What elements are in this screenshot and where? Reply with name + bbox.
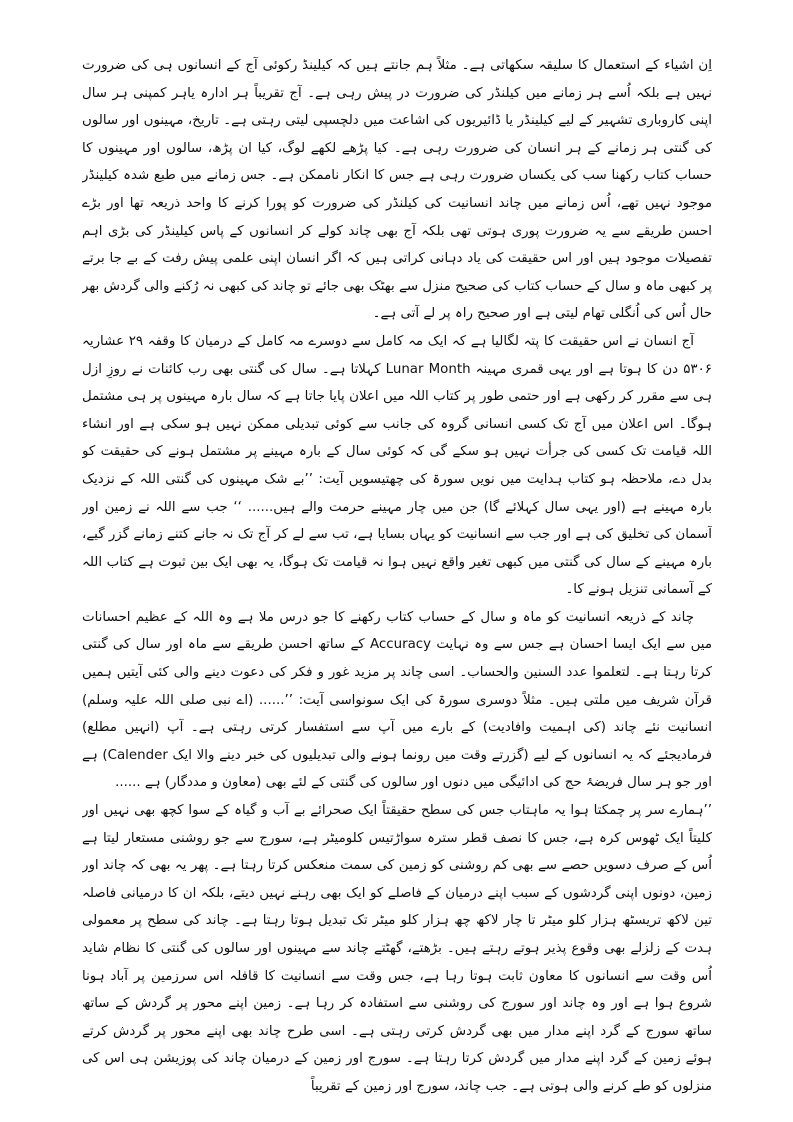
paragraph-moon-description: ’’ہمارے سر پر چمکتا ہوا یہ ماہتاب جس کی سطح حقیقتاً ایک صحرائے بے آب و گیاہ کے سوا کچھ بھی نہیں اور کلیتاً ایک ٹھوس کرہ ہے، جس کا نصف قطر سترہ سواڑتیس کلومیٹر ہے، سورج سے جو روشنی مستعار لیتا ہے اُس کے صرف دسویں حصے سے بھی کم روشنی کو زمین کی سمت منعکس کرتا رہتا ہے۔ پھر یہ بھی کہ چاند اور زمین، دونوں اپنی گردشوں کے سبب اپنے درمیان کے فاصلے کو ایک بھی رہنے نہیں دیتے، بلکہ ان کا درمیانی فاصلہ تین لاکھ تریسٹھ ہزار کلو میٹر تا چار لاکھ چھ ہزار کلو میٹر تک تبدیل ہوتا رہتا ہے۔ چاند کی سطح پر معمولی ہدت کے زلزلے بھی وقوع پذیر ہوتے رہتے ہیں۔ بڑھتے، گھٹتے چاند سے مہینوں اور سالوں کی گنتی کا نظام شاید اُس وقت سے انسانوں کا معاون ثابت ہوتا رہا ہے، جس وقت سے انسانیت کا قافلہ اس سرزمین پر آباد ہونا شروع ہوا ہے اور وہ چاند اور سورج کی روشنی سے استفادہ کر رہا ہے۔ زمین اپنے محور پر گردش کے ساتھ ساتھ سورج کے گرد اپنے مدار میں بھی گردش کرتی رہتی ہے۔ اسی طرح چاند بھی اپنے محور پر گردش کرتے ہوئے زمین کے گرد اپنے مدار میں گردش کرتا رہتا ہے۔ سورج اور زمین کے درمیان چاند کی پوزیشن ہی اس کی منزلوں کو طے کرنے والی ہوتی ہے۔ جب چاند، سورج اور زمین کے تقریباً [82,803,712,1094]
paragraph-lunar-month: آج انسان نے اس حقیقت کا پتہ لگالیا ہے کہ ایک مہ کامل سے دوسرے مہ کامل کے درمیان کا وقفہ ۲۹ عشاریہ ۵۳۰۶ دن کا ہوتا ہے اور یہی قمری مہینہ Lunar Month کہلاتا ہے۔ سال کی گنتی بھی رب کائنات نے روزِ ازل ہی سے مقرر کر رکھی ہے اور حتمی طور پر کتاب اللہ میں اعلان پایا جاتا ہے کہ سال بارہ مہینوں پر ہی مشتمل ہوگا۔ اس اعلان میں آج تک کسی انسانی گروہ کی جانب سے کوئی تبدیلی ممکن نہیں ہو سکی ہے اور انشاء اللہ قیامت تک کسی کی جرأت نہیں ہو سکے گی کہ کوئی سال کے بارہ مہینے پر مشتمل ہونے کی حقیقت کو بدل دے، ملاحظہ ہو کتاب ہدایت میں نویں سورۃ کی چھتیسویں آیت: ’’بے شک مہینوں کی گنتی اللہ کے نزدیک بارہ مہینے ہے (اور یہی سال کہلائے گا) جن میں چار مہینے حرمت والے ہیں...... ‘‘ جب سے اللہ نے زمین اور آسمان کی تخلیق کی ہے اور جب سے انسانیت کو یہاں بسایا ہے، تب سے لے کر آج تک نہ جانے کتنے زمانے گزر گیے، بارہ مہینے کے سال کی گنتی میں کبھی تغیر واقع نہیں ہوا نہ قیامت تک ہوگا، یہ بھی ایک بین ثبوت ہے کتاب اللہ کے آسمانی تنزیل ہونے کا۔ [82,333,712,598]
urdu-document-page [82,52,712,1102]
paragraph-moon-accuracy: چاند کے ذریعہ انسانیت کو ماہ و سال کے حساب کتاب رکھنے کا جو درس ملا ہے وہ اللہ کے عظیم احسانات میں سے ایک ایسا احسان ہے جس سے وہ نہایت Accuracy کے ساتھ احسن طریقے سے ماہ اور سال کی گنتی کرتا رہتا ہے۔ لتعلموا عدد السنین والحساب۔ اسی چاند پر مزید غور و فکر کی دعوت دینے والی کئی آیتیں ہمیں قرآن شریف میں ملتی ہیں۔ مثلاً دوسری سورۃ کی ایک سونواسی آیت: ’’...... (اے نبی صلی اللہ علیہ وسلم) انسانیت نئے چاند (کی اہمیت وافادیت) کے بارے میں آپ سے استفسار کرتی رہتی ہے۔ آپ (انہیں مطلع) فرمادیجئے کہ یہ انسانوں کے لیے (گزرتے وقت میں رونما ہونے والی تبدیلیوں کی خبر دینے والا ایک Calender) ہے اور جو ہر سال فریضۂ حج کی ادائیگی میں دنوں اور سالوں کی گنتی کے لئے بھی (معاون و مددگار) ہے ...... [82,609,712,791]
paragraph-calendar-need: اِن اشیاء کے استعمال کا سلیقہ سکھاتی ہے۔ مثلاً ہم جانتے ہیں کہ کیلینڈ رکوئی آج کے انسانوں ہی کی ضرورت نہیں ہے بلکہ اُسے ہر زمانے میں کیلنڈر کی ضرورت در پیش رہی ہے۔ آج تقریباً ہر ادارہ یاہر کمپنی ہر سال اپنی کاروباری تشہیر کے لیے کیلینڈر یا ڈائیریوں کی اشاعت میں دلچسپی لیتی رہتی ہے۔ تاریخ، مہینوں اور سالوں کی گنتی ہر زمانے کے ہر انسان کی ضرورت رہی ہے۔ کیا پڑھے لکھے لوگ، کیا ان پڑھ، سالوں اور مہینوں کا حساب کتاب رکھنا سب کی یکساں ضرورت رہی ہے جس کا انکار ناممکن ہے۔ جس زمانے میں طبع شدہ کیلینڈر موجود نہیں تھے، اُس زمانے میں چاند انسانیت کی کیلنڈر کی ضرورت کو پورا کرنے کا واحد ذریعہ تھا اور بڑے احسن طریقے سے یہ ضرورت پوری ہوتی تھی بلکہ آج بھی چاند کولے کر انسانوں کے پاس کیلینڈر کی بڑی اہم تفصیلات موجود ہیں اور اس حقیقت کی یاد دہانی کراتی ہیں کہ اگر انسان اپنی علمی پیش رفت کے بے جا برتے پر کبھی ماہ و سال کے حساب کتاب کی صحیح منزل سے بھٹک بھی جائے تو چاند کی کبھی نہ رُکنے والی گردش بھر حال اُس کی اُنگلی تھام لیتی ہے اور صحیح راہ پر لے آتی ہے۔ [82,58,712,322]
